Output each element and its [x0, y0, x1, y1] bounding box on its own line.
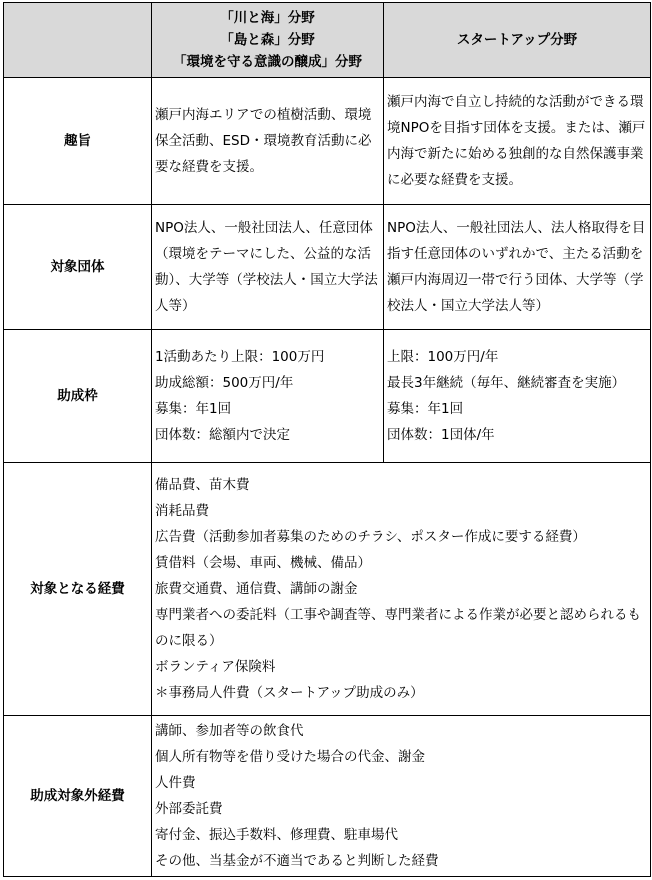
frame-col2-line: 上限：100万円/年: [387, 349, 499, 365]
target-col1: NPO法人、一般社団法人、任意団体（環境をテーマにした、公益的な活動）、大学等（学校法人・国立大学法人等）: [152, 205, 384, 330]
row-grant-frame: [4, 330, 651, 463]
eligible-cost-item: 備品費、苗木費: [155, 477, 250, 493]
header-startup: スタートアップ分野: [384, 3, 651, 78]
purpose-col2: 瀬戸内海で自立し持続的な活動ができる環境NPOを目指す団体を支援。または、瀬戸内海で新たに始める独創的な自然保護事業に必要な経費を支援。: [384, 78, 651, 205]
row-label-eligible-costs: 対象となる経費: [4, 463, 152, 716]
header-river-sea-island-forest: [152, 3, 384, 78]
row-purpose: [4, 78, 651, 205]
header-col1-line: 「川と海」分野: [220, 10, 315, 26]
eligible-cost-item: 専門業者への委託料（工事や調査等、専門業者による作業が必要と認められるものに限る）: [155, 607, 641, 649]
target-col2: NPO法人、一般社団法人、法人格取得を目指す任意団体のいずれかで、主たる活動を瀬戸内海周辺一帯で行う団体、大学等（学校法人・国立大学法人等）: [384, 205, 651, 330]
excluded-cost-item: 個人所有物等を借り受けた場合の代金、謝金: [155, 749, 425, 765]
header-corner: [4, 3, 152, 78]
row-eligible-costs: [4, 463, 651, 716]
row-target-org: [4, 205, 651, 330]
excluded-cost-item: 講師、参加者等の飲食代: [155, 723, 304, 739]
header-col1-line: 「環境を守る意識の醸成」分野: [173, 54, 362, 70]
frame-col1-line: 1活動あたり上限：100万円: [155, 349, 325, 365]
grant-comparison-table: [3, 2, 651, 877]
purpose-col1: 瀬戸内海エリアでの植樹活動、環境保全活動、ESD・環境教育活動に必要な経費を支援。: [152, 78, 384, 205]
frame-col2-line: 最長3年継続（毎年、継続審査を実施）: [387, 375, 626, 391]
excluded-cost-item: その他、当基金が不適当であると判断した経費: [155, 853, 439, 869]
frame-col1-line: 団体数：総額内で決定: [155, 427, 290, 443]
row-label-grant-frame: 助成枠: [4, 330, 152, 463]
excluded-cost-item: 寄付金、振込手数料、修理費、駐車場代: [155, 827, 398, 843]
frame-col2-line: 募集：年1回: [387, 401, 464, 417]
eligible-cost-item: 消耗品費: [155, 503, 209, 519]
excluded-cost-item: 人件費: [155, 775, 196, 791]
frame-col2-line: 団体数：1団体/年: [387, 427, 495, 443]
excluded-costs-cell: [152, 716, 651, 877]
row-label-excluded-costs: 助成対象外経費: [4, 716, 152, 877]
eligible-costs-cell: [152, 463, 651, 716]
row-label-purpose: 趣旨: [4, 78, 152, 205]
frame-col2: [384, 330, 651, 463]
row-excluded-costs: [4, 716, 651, 877]
eligible-cost-item: ＊事務局人件費（スタートアップ助成のみ）: [155, 685, 424, 701]
excluded-cost-item: 外部委託費: [155, 801, 223, 817]
eligible-cost-item: ボランティア保険料: [155, 659, 276, 675]
eligible-cost-item: 広告費（活動参加者募集のためのチラシ、ポスター作成に要する経費）: [155, 529, 586, 545]
eligible-cost-item: 賃借料（会場、車両、機械、備品）: [155, 555, 371, 571]
frame-col1-line: 募集：年1回: [155, 401, 232, 417]
header-col1-line: 「島と森」分野: [220, 32, 315, 48]
header-row: [4, 3, 651, 78]
frame-col1: [152, 330, 384, 463]
frame-col1-line: 助成総額：500万円/年: [155, 375, 294, 391]
row-label-target-org: 対象団体: [4, 205, 152, 330]
eligible-cost-item: 旅費交通費、通信費、講師の謝金: [155, 581, 358, 597]
